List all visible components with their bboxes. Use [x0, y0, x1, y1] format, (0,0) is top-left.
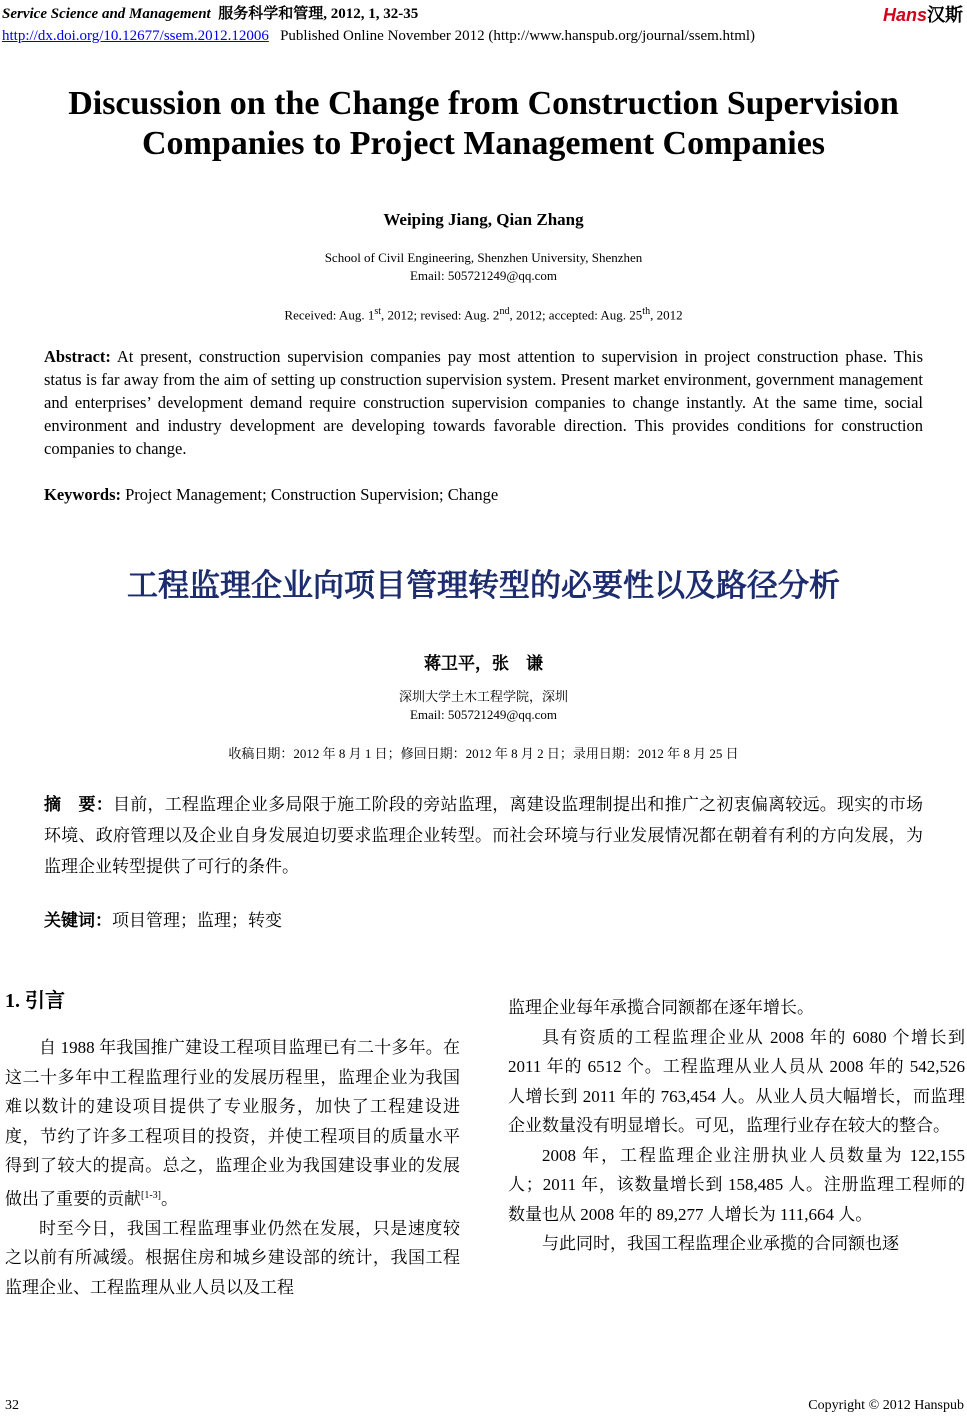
- abstract-label: Abstract:: [44, 347, 111, 366]
- hans-logo: Hans汉斯: [882, 5, 963, 25]
- email: Email: 505721249@qq.com: [409, 268, 557, 283]
- paragraph: 与此同时，我国工程监理企业承揽的合同额也逐: [542, 1234, 899, 1253]
- right-column: [508, 993, 965, 1259]
- left-column: [5, 1033, 460, 1302]
- abstract-label: 摘 要：: [44, 795, 113, 814]
- keywords-label: Keywords:: [44, 485, 121, 504]
- journal-header: [2, 2, 418, 23]
- paragraph-text: 自 1988 年我国推广建设工程项目监理已有二十多年。在这二十多年中工程监理行业的发展历程里，监理企业为我国难以数计的建设项目提供了专业服务，加快了工程建设进度，节约了许多工程项目的投资，并使工程项目的质量水平得到了较大的提高。总之，监理企业为我国建设事业的发展做出了重要的贡献: [5, 1038, 460, 1209]
- paragraph: 2008 年，工程监理企业注册执业人员数量为 122,155 人；2011 年，该数量增长到 158,485 人。注册监理工程师的数量也从 2008 年的 89,277 人增长为 111,664 人。: [508, 1145, 965, 1224]
- journal-name-en: Service Science and Management: [2, 6, 211, 22]
- keywords-en: [44, 483, 923, 506]
- affiliation: 深圳大学土木工程学院，深圳: [398, 689, 568, 704]
- received-dates: Received: Aug. 1st, 2012; revised: Aug. 2nd, 2012; accepted: Aug. 25th, 2012: [284, 306, 683, 323]
- abstract-cn: [44, 789, 923, 882]
- paragraph: 监理企业每年承揽合同额都在逐年增长。: [508, 998, 814, 1017]
- paragraph: 具有资质的工程监理企业从 2008 年的 6080 个增长到 2011 年的 6512 个。工程监理从业人员从 2008 年的 542,526 人增长到 2011 年的 763,454 人。从业人员大幅增长，而监理企业数量没有明显增长。可见，监理行业存在较大的整合。: [508, 1027, 965, 1135]
- keywords-cn: [44, 905, 923, 936]
- keywords-text: 项目管理；监理；转变: [112, 911, 282, 930]
- abstract-text: 目前，工程监理企业多局限于施工阶段的旁站监理，离建设监理制提出和推广之初衷偏离较远。现实的市场环境、政府管理以及企业自身发展迫切要求监理企业转型。而社会环境与行业发展情况都在朝着有利的方向发展，为监理企业转型提供了可行的条件。: [44, 795, 924, 876]
- copyright: Copyright © 2012 Hanspub: [808, 1398, 964, 1413]
- section-heading: 1. 引言: [5, 990, 65, 1012]
- authors-cn: 蒋卫平，张 谦: [424, 654, 543, 673]
- paragraph: [5, 1033, 460, 1214]
- affiliation-cn: [0, 688, 967, 724]
- title-line: Companies to Project Management Companies: [141, 125, 826, 162]
- publication-line: [2, 28, 755, 45]
- affiliation: School of Civil Engineering, Shenzhen University, Shenzhen: [324, 250, 643, 265]
- paragraph: 时至今日，我国工程监理事业仍然在发展，只是速度较之以前有所减缓。根据住房和城乡建设部的统计，我国工程监理企业、工程监理从业人员以及工程: [5, 1218, 460, 1297]
- authors-en: Weiping Jiang, Qian Zhang: [383, 210, 584, 229]
- paper-title-cn: 工程监理企业向项目管理转型的必要性以及路径分析: [127, 568, 840, 604]
- dates-cn: 收稿日期：2012 年 8 月 1 日；修回日期：2012 年 8 月 2 日；录用日期：2012 年 8 月 25 日: [228, 746, 739, 761]
- keywords-text: Project Management; Construction Supervision; Change: [125, 485, 499, 504]
- citation: [1-3]: [141, 1189, 161, 1201]
- page-number: 32: [5, 1398, 19, 1413]
- email: Email: 505721249@qq.com: [409, 707, 557, 722]
- published-info: Published Online November 2012 (http://www.hanspub.org/journal/ssem.html): [280, 28, 756, 44]
- abstract-en: [44, 345, 923, 460]
- abstract-text: At present, construction supervision companies pay most attention to supervision in project construction phase. This status is far away from the aim of setting up construction supervision system. Present market environment, government management and enterprises’ development demand require construction supervision companies to change instantly. At the same time, social environment and industry development are developing towards favorable direction. This provides conditions for construction companies to change.: [44, 347, 923, 458]
- doi-link[interactable]: http://dx.doi.org/10.12677/ssem.2012.12006: [2, 28, 269, 44]
- title-line: Discussion on the Change from Construction Supervision: [68, 85, 899, 122]
- affiliation-en: [0, 249, 967, 285]
- journal-name-cn: 服务科学和管理, 2012, 1, 32-35: [218, 6, 419, 22]
- keywords-label: 关键词：: [44, 911, 112, 930]
- paragraph-end: 。: [161, 1189, 178, 1209]
- paper-title-en: [0, 84, 967, 164]
